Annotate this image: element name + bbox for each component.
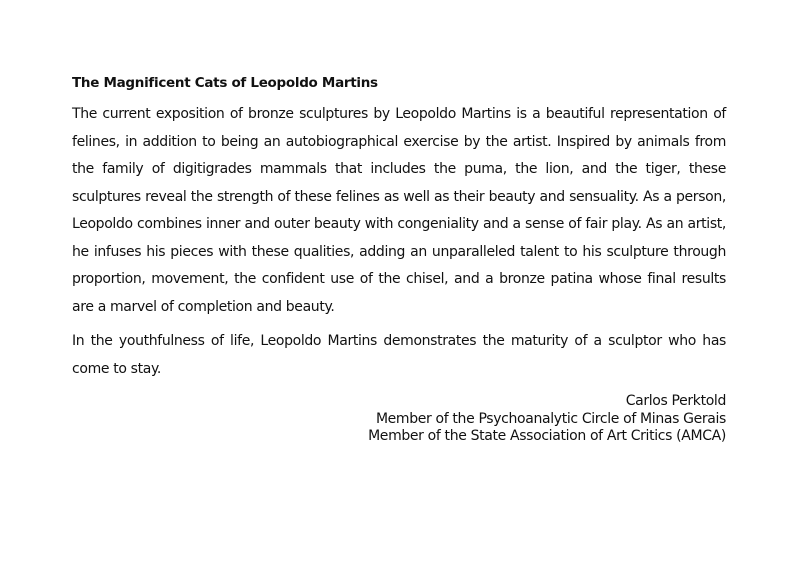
body-paragraph: The current exposition of bronze sculptures by Leopoldo Martins is a beautiful representation of felines, in addition to being an autobiographical exercise by the artist. Inspired by animals from the family of digitigrades mammals that includes the puma, the lion, and the tiger, these sculptures reveal the strength of these felines as well as their beauty and sensuality. As a person, Leopoldo combines inner and outer beauty with congeniality and a sense of fair play. As an artist, he infuses his pieces with these qualities, adding an unparalleled talent to his sculpture through proportion, movement, the confident use of the chisel, and a bronze patina whose final results are a marvel of completion and beauty. [72,106,726,315]
document-title: The Magnificent Cats of Leopoldo Martins [72,75,378,91]
document-page [72,74,726,446]
signature-name: Carlos Perktold [625,393,726,409]
signature-affiliation: Member of the State Association of Art Critics (AMCA) [368,428,726,444]
signature-block [72,393,726,446]
body-paragraph: In the youthfulness of life, Leopoldo Martins demonstrates the maturity of a sculptor who has come to stay. [72,333,726,377]
signature-affiliation: Member of the Psychoanalytic Circle of Minas Gerais [375,410,726,427]
